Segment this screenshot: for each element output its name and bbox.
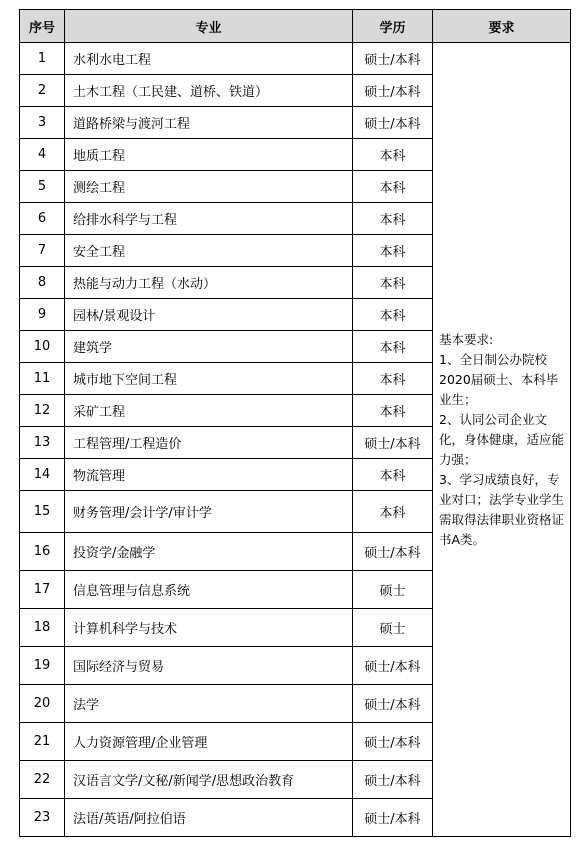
header-no: 序号 — [20, 10, 65, 43]
requirement-line: 3、学习成绩良好，专业对口；法学专业学生需取得法律职业资格证书A类。 — [439, 471, 565, 547]
header-major: 专业 — [65, 10, 353, 43]
cell-degree: 硕士/本科 — [353, 107, 433, 139]
cell-degree: 硕士/本科 — [353, 427, 433, 459]
header-requirement: 要求 — [433, 10, 571, 43]
cell-degree: 本科 — [353, 395, 433, 427]
cell-major: 汉语言文学/文秘/新闻学/思想政治教育 — [65, 761, 353, 799]
cell-major: 地质工程 — [65, 139, 353, 171]
cell-no: 4 — [20, 139, 65, 171]
cell-major: 测绘工程 — [65, 171, 353, 203]
requirement-line: 2、认同公司企业文化，身体健康，适应能力强； — [439, 411, 565, 467]
cell-major: 法语/英语/阿拉伯语 — [65, 799, 353, 837]
cell-no: 23 — [20, 799, 65, 837]
cell-no: 8 — [20, 267, 65, 299]
cell-no: 1 — [20, 43, 65, 75]
cell-major: 土木工程（工民建、道桥、铁道） — [65, 75, 353, 107]
cell-major: 城市地下空间工程 — [65, 363, 353, 395]
cell-no: 10 — [20, 331, 65, 363]
cell-major: 物流管理 — [65, 459, 353, 491]
cell-degree: 硕士/本科 — [353, 761, 433, 799]
cell-degree: 硕士/本科 — [353, 647, 433, 685]
cell-degree: 本科 — [353, 139, 433, 171]
cell-no: 2 — [20, 75, 65, 107]
cell-degree: 本科 — [353, 491, 433, 533]
cell-major: 建筑学 — [65, 331, 353, 363]
cell-major: 园林/景观设计 — [65, 299, 353, 331]
cell-degree: 本科 — [353, 235, 433, 267]
cell-degree: 硕士/本科 — [353, 799, 433, 837]
table-row — [20, 43, 571, 75]
cell-no: 22 — [20, 761, 65, 799]
cell-degree: 硕士/本科 — [353, 43, 433, 75]
cell-major: 热能与动力工程（水动） — [65, 267, 353, 299]
cell-major: 信息管理与信息系统 — [65, 571, 353, 609]
cell-degree: 本科 — [353, 331, 433, 363]
cell-major: 工程管理/工程造价 — [65, 427, 353, 459]
cell-degree: 硕士/本科 — [353, 75, 433, 107]
cell-major: 法学 — [65, 685, 353, 723]
cell-no: 11 — [20, 363, 65, 395]
requirement-cell — [433, 43, 571, 837]
cell-degree: 硕士 — [353, 609, 433, 647]
cell-major: 给排水科学与工程 — [65, 203, 353, 235]
cell-degree: 硕士/本科 — [353, 533, 433, 571]
cell-no: 9 — [20, 299, 65, 331]
cell-major: 计算机科学与技术 — [65, 609, 353, 647]
cell-no: 20 — [20, 685, 65, 723]
table-body — [20, 43, 571, 837]
cell-no: 17 — [20, 571, 65, 609]
cell-major: 道路桥梁与渡河工程 — [65, 107, 353, 139]
cell-no: 13 — [20, 427, 65, 459]
cell-degree: 本科 — [353, 459, 433, 491]
requirement-line: 1、全日制公办院校2020届硕士、本科毕业生； — [439, 351, 559, 407]
cell-degree: 硕士/本科 — [353, 723, 433, 761]
header-row — [20, 10, 571, 43]
requirement-line: 基本要求: — [439, 331, 494, 347]
recruitment-table — [19, 9, 571, 837]
cell-no: 6 — [20, 203, 65, 235]
cell-degree: 本科 — [353, 171, 433, 203]
cell-no: 21 — [20, 723, 65, 761]
cell-no: 3 — [20, 107, 65, 139]
cell-no: 12 — [20, 395, 65, 427]
cell-major: 投资学/金融学 — [65, 533, 353, 571]
cell-degree: 本科 — [353, 203, 433, 235]
cell-major: 财务管理/会计学/审计学 — [65, 491, 353, 533]
cell-degree: 本科 — [353, 267, 433, 299]
cell-no: 14 — [20, 459, 65, 491]
cell-no: 16 — [20, 533, 65, 571]
cell-degree: 硕士/本科 — [353, 685, 433, 723]
cell-major: 国际经济与贸易 — [65, 647, 353, 685]
cell-major: 人力资源管理/企业管理 — [65, 723, 353, 761]
cell-major: 水利水电工程 — [65, 43, 353, 75]
cell-no: 18 — [20, 609, 65, 647]
cell-major: 采矿工程 — [65, 395, 353, 427]
cell-degree: 本科 — [353, 299, 433, 331]
cell-degree: 本科 — [353, 363, 433, 395]
cell-no: 19 — [20, 647, 65, 685]
cell-major: 安全工程 — [65, 235, 353, 267]
cell-no: 7 — [20, 235, 65, 267]
cell-no: 5 — [20, 171, 65, 203]
header-degree: 学历 — [353, 10, 433, 43]
cell-degree: 硕士 — [353, 571, 433, 609]
cell-no: 15 — [20, 491, 65, 533]
